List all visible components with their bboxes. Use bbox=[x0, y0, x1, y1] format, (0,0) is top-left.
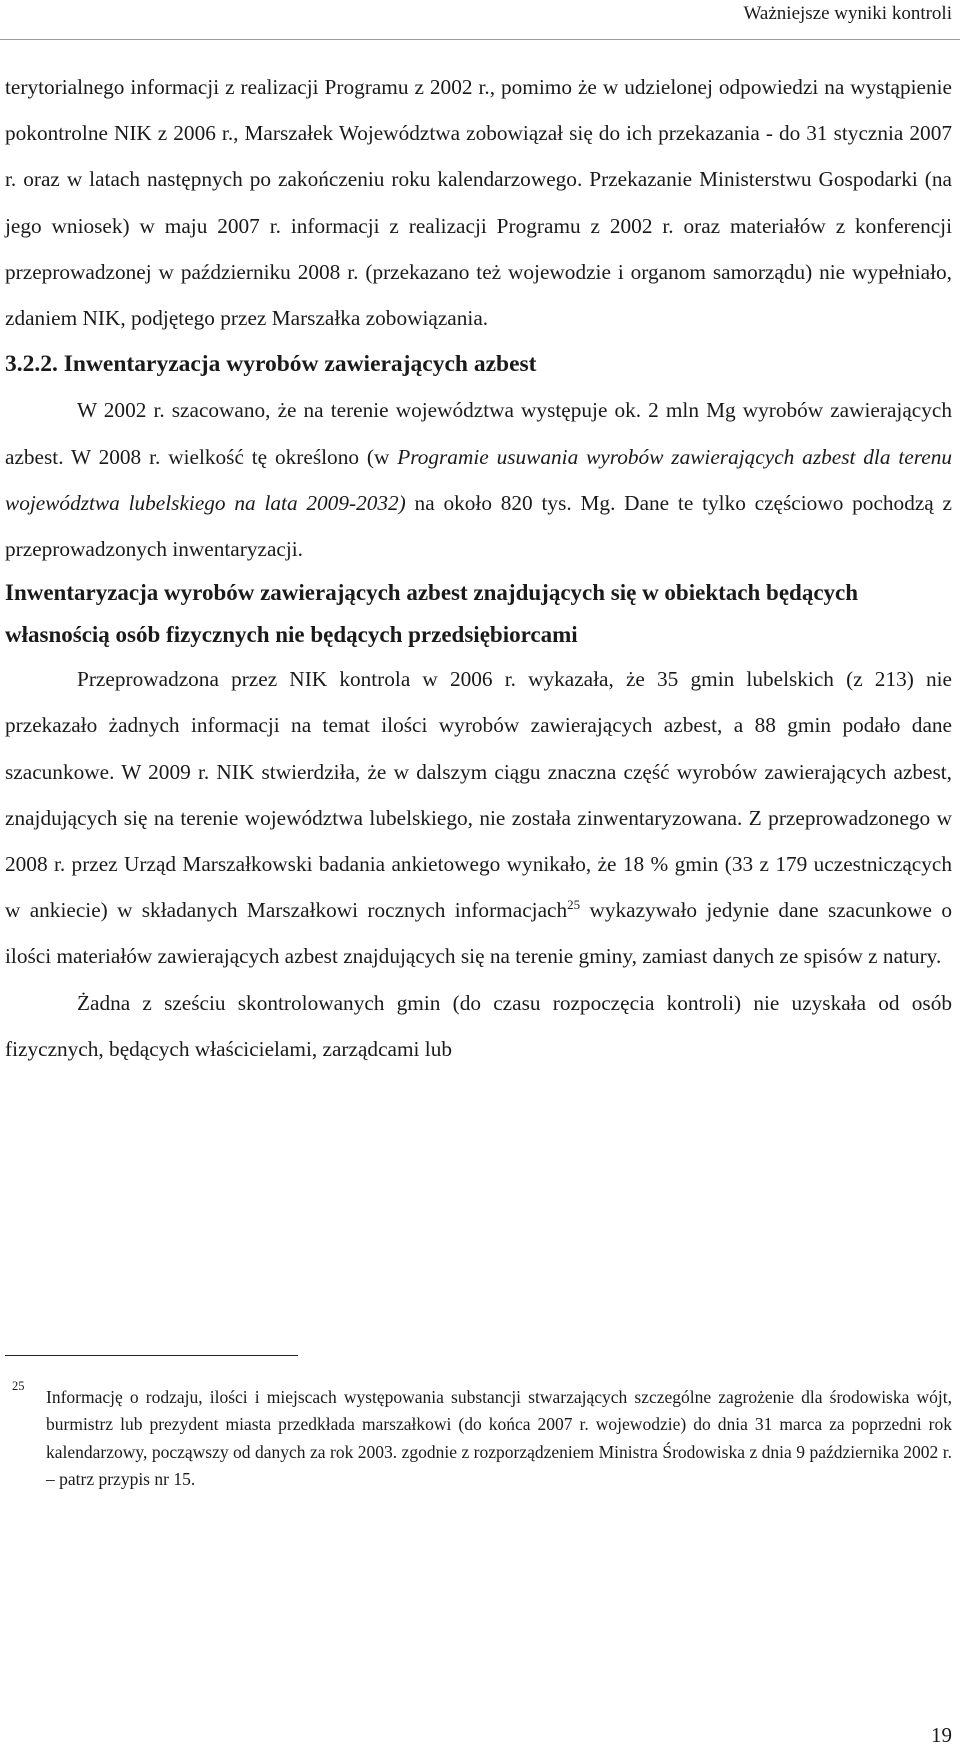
section-paragraph-part1: W 2002 r. szacowano, że na terenie województwa występuje ok. 2 mln Mg wyrobów zawierających azbest. W 2008 r. wielkość tę określono (w bbox=[5, 398, 952, 469]
section-paragraph bbox=[5, 387, 952, 572]
footnote-marker: 25 bbox=[12, 1379, 25, 1394]
running-header-title: Ważniejsze wyniki kontroli bbox=[743, 3, 952, 24]
subheading: Inwentaryzacja wyrobów zawierających azbest znajdujących się w obiektach będących własnością osób fizycznych nie będących przedsiębiorcami bbox=[5, 580, 859, 648]
program-title-italic: Programie usuwania wyrobów zawierających azbest dla terenu województwa lubelskiego na lata 2009-2032) bbox=[5, 444, 952, 515]
paragraph-2-after-ref: wykazywało jedynie dane szacunkowe o ilości materiałów zawierających azbest znajdujących się na terenie gminy, zamiast danych ze spisów z natury. bbox=[5, 898, 952, 969]
intro-paragraph: terytorialnego informacji z realizacji Programu z 2002 r., pomimo że w udzielonej odpowiedzi na wystąpienie pokontrolne NIK z 2006 r., Marszałek Województwa zobowiązał się do ich przekazania - do 31 stycznia 2007 r. oraz w latach następnych po zakończeniu roku kalendarzowego. Przekazanie Ministerstwu Gospodarki (na jego wniosek) w maju 2007 r. informacji z realizacji Programu z 2002 r. oraz materiałów z konferencji przeprowadzonej w październiku 2008 r. (przekazano też wojewodzie i organom samorządu) nie wypełniało, zdaniem NIK, podjętego przez Marszałka zobowiązania. bbox=[5, 75, 952, 331]
paragraph-3: Żadna z sześciu skontrolowanych gmin (do czasu rozpoczęcia kontroli) nie uzyskała od osób fizycznych, będących właścicielami, zarządcami lub bbox=[5, 990, 952, 1061]
footnote-text: Informację o rodzaju, ilości i miejscach występowania substancji stwarzających szczególne zagrożenie dla środowiska wójt, burmistrz lub prezydent miasta przedkłada marszałkowi (do końca 2007 r. wojewodzie) do dnia 31 marca za poprzedni rok kalendarzowy, począwszy od danych za rok 2003. zgodnie z rozporządzeniem Ministra Środowiska z dnia 9 października 2002 r. – patrz przypis nr 15. bbox=[46, 1386, 952, 1490]
running-header bbox=[0, 0, 960, 40]
section-heading bbox=[5, 341, 952, 387]
footnote bbox=[12, 1378, 952, 1494]
footnote-reference[interactable]: 25 bbox=[567, 897, 581, 913]
main-content bbox=[5, 64, 952, 1072]
section-paragraph-part2: na około 820 tys. Mg. Dane te tylko częściowo pochodzą z przeprowadzonych inwentaryzacji. bbox=[5, 490, 952, 562]
paragraph-2-before-ref: Przeprowadzona przez NIK kontrola w 2006 r. wykazała, że 35 gmin lubelskich (z 213) nie przekazało żadnych informacji na temat ilości wyrobów zawierających azbest, a 88 gmin podało dane szacunkowe. W 2009 r. NIK stwierdziła, że w dalszym ciągu znaczna część wyrobów zawierających azbest, znajdujących się na terenie województwa lubelskiego, nie została zinwentaryzowana. Z przeprowadzonego w 2008 r. przez Urząd Marszałkowski badania ankietowego wynikało, że 18 % gmin (33 z 179 uczestniczących w ankiecie) w składanych Marszałkowi rocznych informacjach bbox=[5, 667, 952, 923]
section-number: 3.2.2. bbox=[5, 351, 58, 378]
section-title: Inwentaryzacja wyrobów zawierających azbest bbox=[63, 351, 537, 378]
paragraph-2 bbox=[5, 656, 952, 979]
footnote-separator bbox=[5, 1355, 298, 1356]
page-number: 19 bbox=[931, 1723, 952, 1747]
